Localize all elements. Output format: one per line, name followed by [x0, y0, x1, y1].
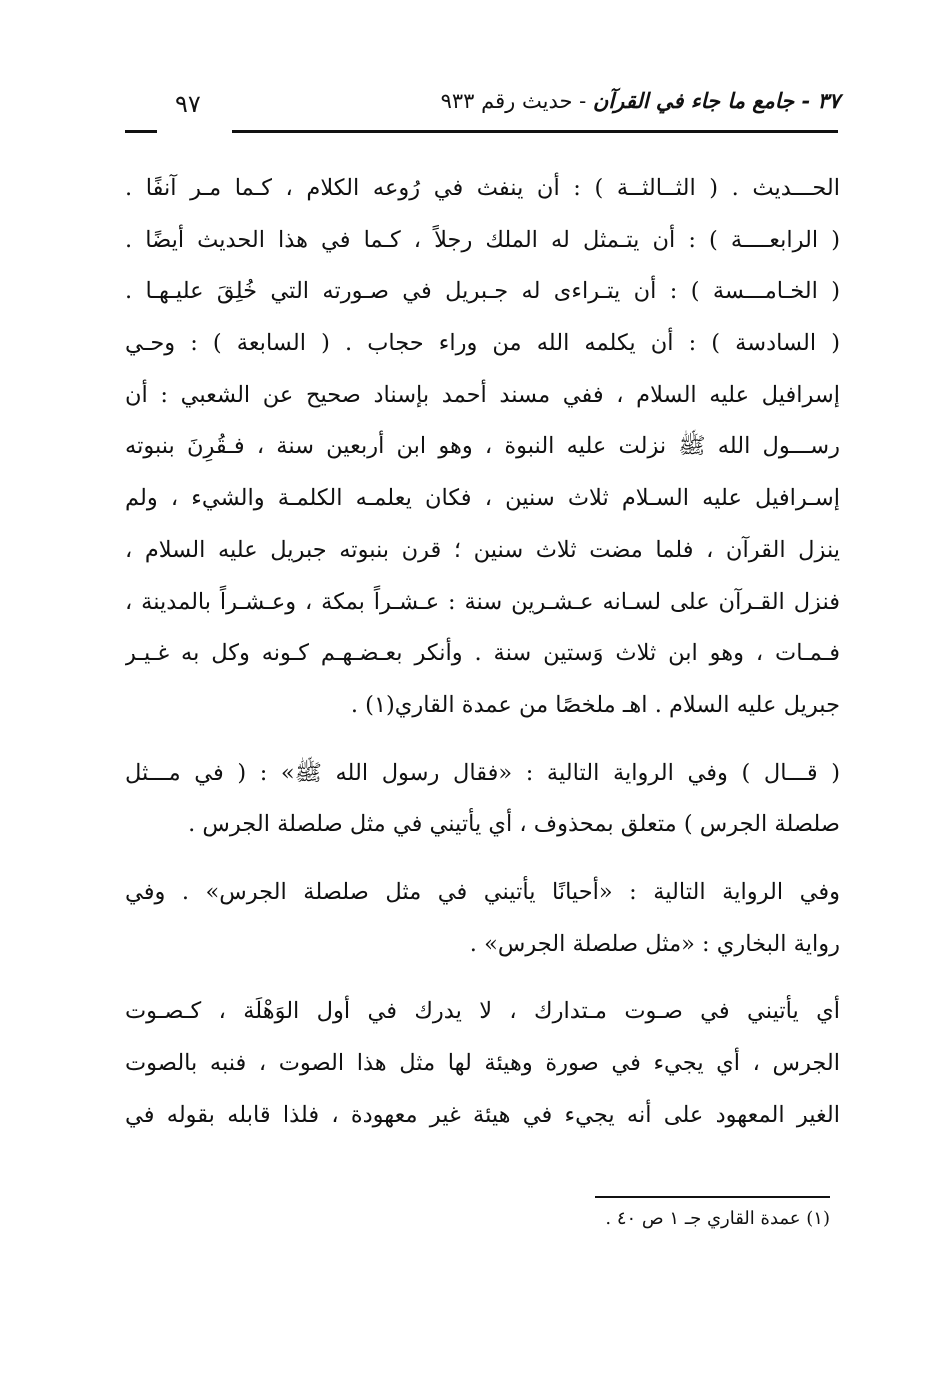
- text-line: الجرس ، أي يجيء في صورة وهيئة لها مثل هذا الصوت ، فنبه بالصوت: [125, 1050, 840, 1076]
- running-head: [441, 88, 840, 113]
- header-rule: [232, 130, 838, 133]
- text-line: ( قـــال ) وفي الرواية التالية : «فقال رسول الله ﷺ» : ( في مـــثل: [125, 759, 840, 786]
- running-head-chapter: ٣٧ - جامع ما جاء في القرآن: [592, 88, 840, 113]
- text-line: الغير المعهود على أنه يجيء في هيئة غير معهودة ، فلذا قابله بقوله في: [125, 1101, 840, 1128]
- footnote-rule: [595, 1196, 830, 1198]
- text-line: ( الخـامـــسة ) : أن يتـراءى له جـبريل في صـورته التي خُلِقَ عليـهـا .: [125, 278, 840, 305]
- text-line: فـمـات ، وهو ابن ثلاث وَستين سنة . وأنكر بعـضـهـم كـونه وكل به غـيـر: [125, 640, 840, 667]
- text-line: صلصلة الجرس ) متعلق بمحذوف ، أي يأتيني في مثل صلصلة الجرس .: [188, 811, 840, 838]
- text-line: وفي الرواية التالية : «أحيانًا يأتيني في مثل صلصلة الجرس» . وفي: [125, 878, 840, 905]
- text-line: ( الرابعــــة ) : أن يتـمثل له الملك رجلاً ، كـما في هذا الحديث أيضًا .: [125, 226, 840, 253]
- footnote: (١) عمدة القاري جـ ١ ص ٤٠ .: [605, 1208, 830, 1229]
- text-line: جبريل عليه السلام . اهـ ملخصًا من عمدة القاري(١) .: [350, 691, 840, 718]
- running-head-hadith: - حديث رقم ٩٣٣: [440, 89, 593, 113]
- header-rule-page-number: [125, 130, 157, 133]
- text-line: رســـول الله ﷺ نزلت عليه النبوة ، وهو ابن أربعين سنة ، فـقُرِنَ بنبوته: [125, 433, 840, 460]
- text-line: رواية البخاري : «مثل صلصلة الجرس» .: [469, 930, 840, 957]
- text-line: فنزل القـرآن على لسـانه عـشـرين سنة : عـشـراً بمكة ، وعـشـراً بالمدينة ،: [125, 588, 840, 615]
- page-number: ٩٧: [175, 90, 201, 118]
- text-line: ( السادسة ) : أن يكلمه الله من وراء حجاب . ( السابعة ) : وحـي: [125, 330, 840, 357]
- text-line: الحـــديث . ( الثــالثــة ) : أن ينفث في رُوعه الكلام ، كـما مـر آنفًا .: [125, 175, 840, 201]
- text-line: أي يأتيني في صـوت مـتدارك ، لا يدرك في أول الوَهْلَة ، كـصـوت: [125, 998, 840, 1025]
- text-line: إسـرافيل عليه السـلام ثلاث سنين ، فكان يعلمـه الكلمـة والشيء ، ولم: [125, 485, 840, 512]
- text-line: ينزل القرآن ، فلما مضت ثلاث سنين ؛ قرن بنبوته جبريل عليه السلام ،: [125, 536, 840, 563]
- main-text: [125, 163, 840, 1141]
- page-header: [125, 86, 840, 130]
- text-line: إسرافيل عليه السلام ، ففي مسند أحمد بإسناد صحيح عن الشعبي : أن: [125, 381, 840, 408]
